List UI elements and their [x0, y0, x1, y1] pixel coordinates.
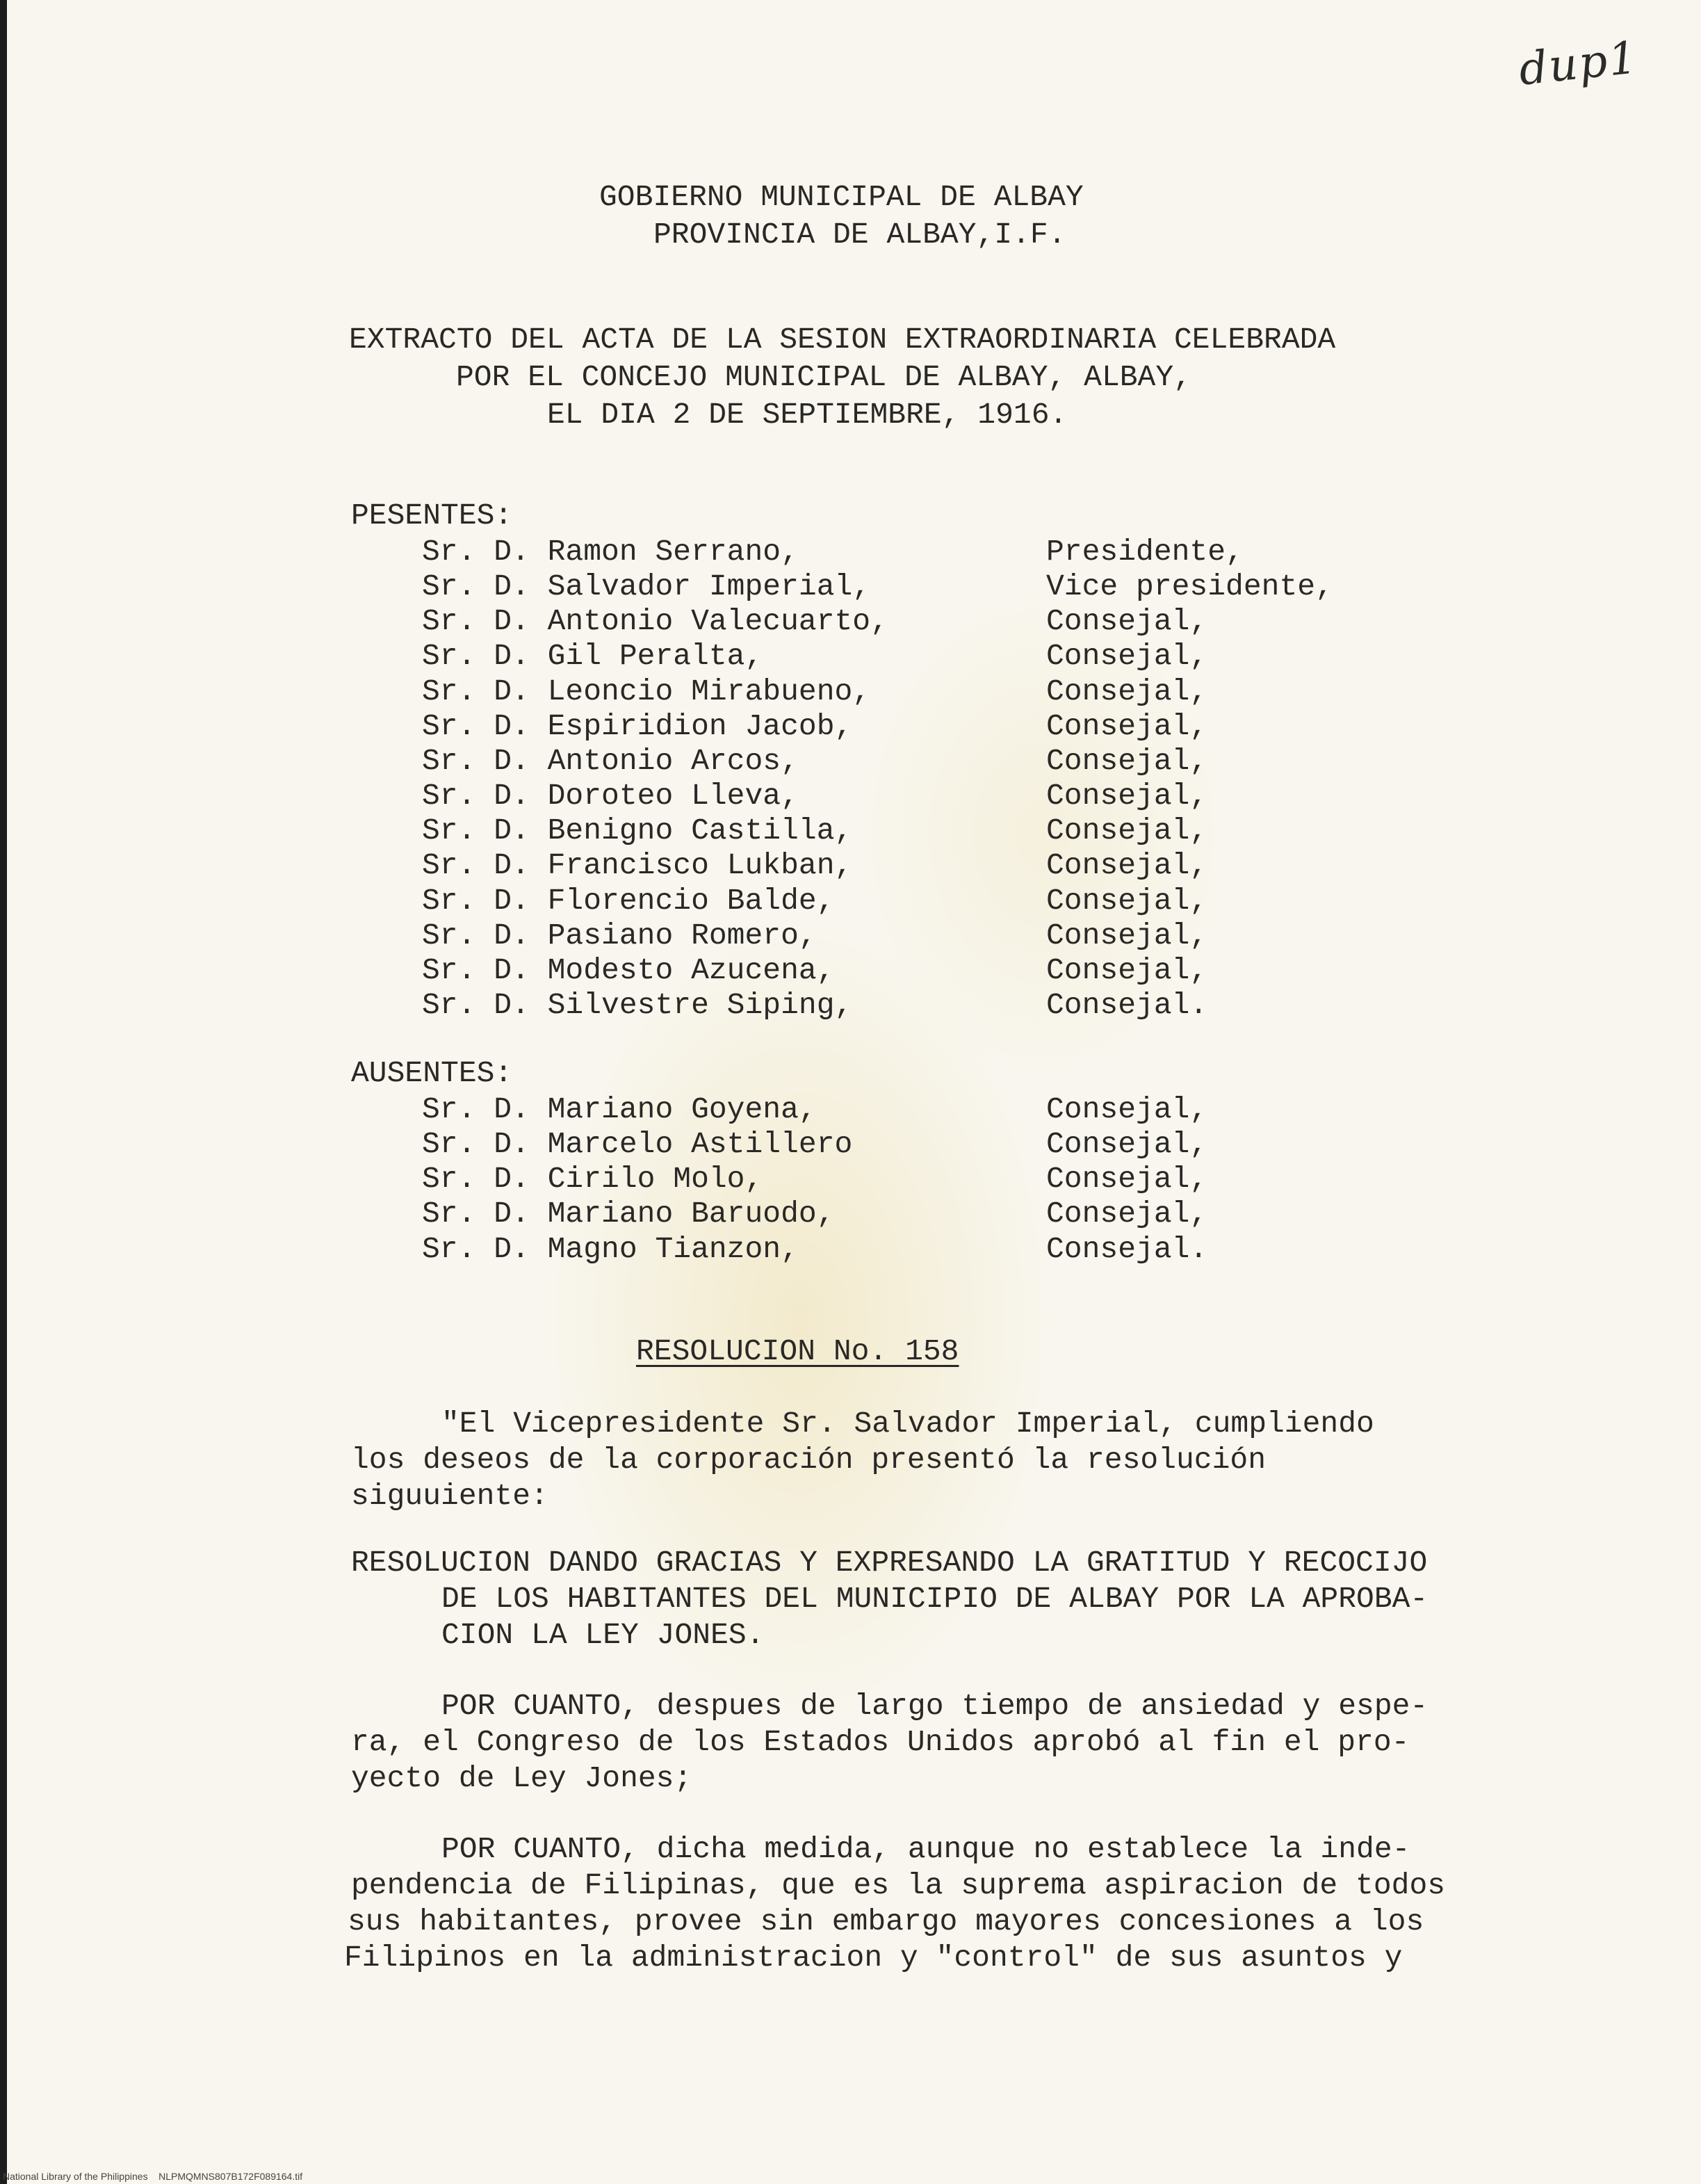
scan-edge	[0, 0, 7, 2184]
member-role: Consejal,	[1046, 883, 1208, 918]
resolution-title-line-1: RESOLUCION DANDO GRACIAS Y EXPRESANDO LA GRATITUD Y RECOCIJO	[351, 1546, 1428, 1580]
paragraph-1-line-3: yecto de Ley Jones;	[351, 1761, 692, 1795]
member-name: Sr. D. Florencio Balde,	[422, 883, 835, 918]
member-role: Consejal,	[1046, 918, 1208, 953]
intro-line-1: "El Vicepresidente Sr. Salvador Imperial, cumpliendo	[441, 1407, 1374, 1441]
member-name: Sr. D. Pasiano Romero,	[422, 918, 817, 953]
member-role: Consejal,	[1046, 779, 1208, 814]
member-role: Consejal,	[1046, 1197, 1208, 1231]
resolution-heading: RESOLUCION No. 158	[636, 1334, 959, 1368]
handwritten-annotation: dup1	[1516, 32, 1641, 96]
member-name: Sr. D. Mariano Baruodo,	[422, 1197, 835, 1231]
paragraph-1-line-2: ra, el Congreso de los Estados Unidos aprobó al fin el pro-	[351, 1725, 1410, 1759]
member-name: Sr. D. Benigno Castilla,	[422, 814, 853, 848]
archive-footer-stamp: National Library of the Philippines NLPMQMNS807B172F089164.tif	[3, 2171, 303, 2182]
member-name: Sr. D. Antonio Valecuarto,	[422, 604, 888, 639]
paragraph-2-line-3: sus habitantes, provee sin embargo mayores concesiones a los	[348, 1904, 1424, 1939]
member-role: Consejal,	[1046, 743, 1208, 778]
member-name: Sr. D. Magno Tianzon,	[422, 1231, 799, 1266]
member-role: Consejal.	[1046, 987, 1208, 1022]
member-role: Consejal,	[1046, 953, 1208, 987]
intro-line-2: los deseos de la corporación presentó la resolución	[351, 1443, 1267, 1477]
member-role: Consejal,	[1046, 604, 1208, 639]
intro-line-3: siguuiente:	[351, 1479, 548, 1513]
member-role: Consejal,	[1046, 709, 1208, 743]
member-role: Consejal,	[1046, 674, 1208, 709]
member-role: Vice presidente,	[1046, 569, 1333, 604]
member-name: Sr. D. Gil Peralta,	[422, 639, 763, 674]
member-name: Sr. D. Mariano Goyena,	[422, 1092, 817, 1126]
member-role: Consejal,	[1046, 1092, 1208, 1126]
member-role: Consejal,	[1046, 1162, 1208, 1197]
title-line-3: EL DIA 2 DE SEPTIEMBRE, 1916.	[547, 398, 1068, 432]
paragraph-2-line-2: pendencia de Filipinas, que es la suprema aspiracion de todos	[351, 1868, 1446, 1902]
member-role: Consejal.	[1046, 1231, 1208, 1266]
header-line-2: PROVINCIA DE ALBAY,I.F.	[653, 218, 1066, 252]
resolution-title-line-2: DE LOS HABITANTES DEL MUNICIPIO DE ALBAY POR LA APROBA-	[441, 1582, 1429, 1616]
member-name: Sr. D. Espiridion Jacob,	[422, 709, 853, 743]
member-name: Sr. D. Salvador Imperial,	[422, 569, 871, 604]
title-line-2: POR EL CONCEJO MUNICIPAL DE ALBAY, ALBAY,	[456, 360, 1191, 394]
presentes-label: PESENTES:	[351, 499, 513, 533]
member-name: Sr. D. Cirilo Molo,	[422, 1162, 763, 1197]
member-role: Consejal,	[1046, 1127, 1208, 1162]
member-name: Sr. D. Leoncio Mirabueno,	[422, 674, 871, 709]
member-name: Sr. D. Marcelo Astillero	[422, 1127, 853, 1162]
ausentes-label: AUSENTES:	[351, 1056, 513, 1090]
member-role: Consejal,	[1046, 814, 1208, 848]
member-role: Presidente,	[1046, 535, 1244, 569]
paragraph-1-line-1: POR CUANTO, despues de largo tiempo de ansiedad y espe-	[441, 1689, 1429, 1723]
resolution-title-line-3: CION LA LEY JONES.	[441, 1618, 765, 1652]
member-role: Consejal,	[1046, 639, 1208, 674]
member-name: Sr. D. Antonio Arcos,	[422, 743, 799, 778]
paragraph-2-line-1: POR CUANTO, dicha medida, aunque no establece la inde-	[441, 1832, 1410, 1866]
title-line-1: EXTRACTO DEL ACTA DE LA SESION EXTRAORDINARIA CELEBRADA	[349, 323, 1336, 357]
member-name: Sr. D. Francisco Lukban,	[422, 848, 853, 883]
member-name: Sr. D. Modesto Azucena,	[422, 953, 835, 987]
header-line-1: GOBIERNO MUNICIPAL DE ALBAY	[599, 180, 1084, 214]
member-name: Sr. D. Ramon Serrano,	[422, 535, 799, 569]
member-role: Consejal,	[1046, 848, 1208, 883]
paragraph-2-line-4: Filipinos en la administracion y "control" de sus asuntos y	[344, 1941, 1403, 1975]
member-name: Sr. D. Doroteo Lleva,	[422, 779, 799, 814]
member-name: Sr. D. Silvestre Siping,	[422, 987, 853, 1022]
